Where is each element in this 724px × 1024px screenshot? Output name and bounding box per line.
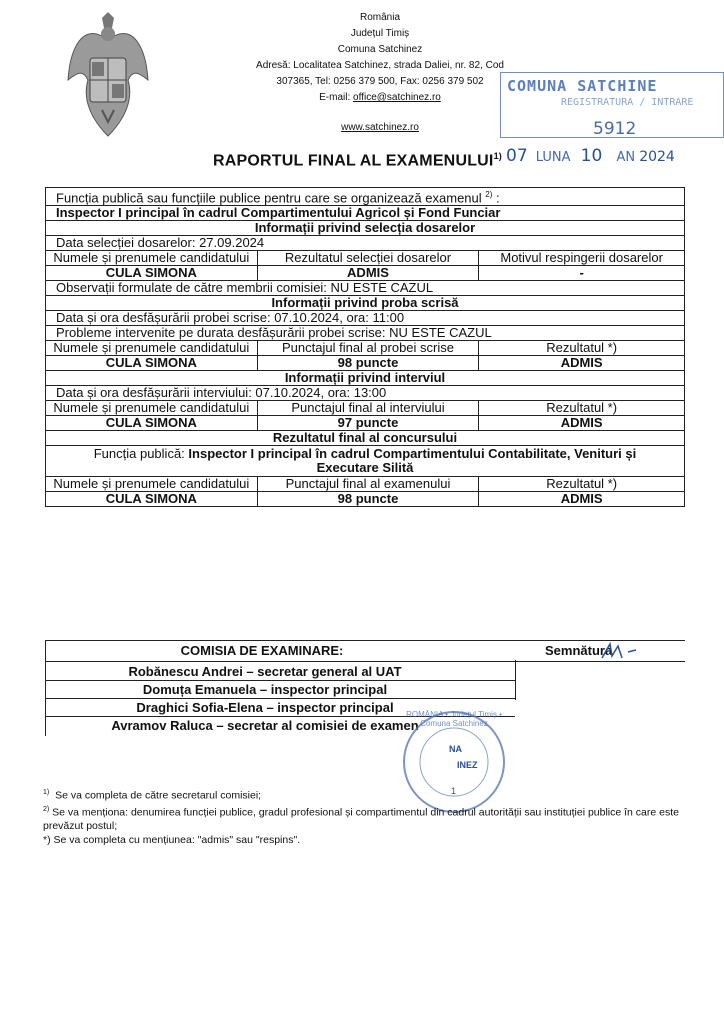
col-header-final-score: Punctajul final al examenului <box>257 477 479 492</box>
commission-member <box>45 662 515 681</box>
rejection-reason: - <box>479 266 685 281</box>
function-label-cell: Funcția publică sau funcțiile publice pentru care se organizează examenul $^{2)}$ : <box>46 188 685 206</box>
written-score: 98 puncte <box>257 356 479 371</box>
candidate-name: CULA SIMONA <box>46 416 258 431</box>
commission-member-name: Domuța Emanuela – inspector principal <box>142 682 388 697</box>
stamp-year: 2024 <box>639 149 675 165</box>
table-row <box>46 492 685 507</box>
col-header-candidate: Numele și prenumele candidatului <box>46 251 258 266</box>
table-row <box>46 266 685 281</box>
candidate-name: CULA SIMONA <box>46 356 258 371</box>
final-result-section-header: Rezultatul final al concursului <box>46 431 685 446</box>
seal-center-1: NA <box>449 744 462 754</box>
final-function-value: Inspector I principal în cadrul Compartimentului Contabilitate, Venituri și Executare Silită <box>188 446 637 476</box>
title-text: RAPORTUL FINAL AL EXAMENULUI <box>213 152 494 170</box>
header-contact: 307365, Tel: 0256 379 500, Fax: 0256 379 502 <box>276 76 484 87</box>
header-email-line <box>230 90 530 106</box>
commission-header-row <box>45 640 685 662</box>
function-value: Inspector I principal în cadrul Compartimentului Agricol și Fond Funciar <box>46 206 685 221</box>
final-function-cell <box>46 446 685 477</box>
commission-member-name: Draghici Sofia-Elena – inspector principal <box>136 700 394 715</box>
col-header-candidate: Numele și prenumele candidatului <box>46 477 258 492</box>
table-row <box>46 206 685 221</box>
col-header-interview-score: Punctajul final al interviului <box>257 401 479 416</box>
table-row <box>46 477 685 492</box>
col-header-written-score: Punctajul final al probei scrise <box>257 341 479 356</box>
table-row <box>46 386 685 401</box>
email-link[interactable]: office@satchinez.ro <box>353 92 441 103</box>
commission-header: COMISIA DE EXAMINARE: <box>180 643 344 658</box>
registry-stamp <box>500 72 724 138</box>
commission-member <box>45 680 515 699</box>
table-row <box>46 236 685 251</box>
stamp-month: 10 <box>580 146 603 166</box>
candidate-name: CULA SIMONA <box>46 266 258 281</box>
seal-center-2: INEZ <box>457 760 478 770</box>
table-row <box>46 401 685 416</box>
table-row <box>46 326 685 341</box>
interview-score: 97 puncte <box>257 416 479 431</box>
selection-section-header: Informații privind selecția dosarelor <box>46 221 685 236</box>
signature-column-header: Semnătura <box>545 643 613 658</box>
stamp-number: 5912 <box>593 119 637 139</box>
col-header-result: Rezultatul *) <box>479 341 685 356</box>
footnote-2-text: Se va menționa: denumirea funcției publice, gradul profesional și compartimentul din cadrul autorității sau instituției publice în care este prevăzut postul; <box>43 806 679 832</box>
stamp-an-label: AN <box>616 150 636 165</box>
header-commune: Comuna Satchinez <box>337 44 423 55</box>
header-county: Județul Timiș <box>350 28 410 39</box>
footnotes <box>43 786 683 847</box>
col-header-result: Rezultatul *) <box>479 401 685 416</box>
interview-result: ADMIS <box>479 416 685 431</box>
stamp-registry-label: REGISTRATURA / INTRARE <box>561 97 694 108</box>
col-header-selection-result: Rezultatul selecției dosarelor <box>257 251 479 266</box>
stamp-day: 07 <box>506 146 528 166</box>
table-row <box>46 341 685 356</box>
email-label: E-mail: <box>319 92 354 103</box>
page-title <box>213 151 502 170</box>
table-border-left <box>45 640 46 736</box>
footnote-3: *) Se va completa cu mențiunea: "admis" sau "respins". <box>43 834 301 846</box>
footnote-1 <box>43 786 683 803</box>
written-test-date: Data și ora desfășurării probei scrise: 07.10.2024, ora: 11:00 <box>46 311 685 326</box>
coat-of-arms-icon <box>62 10 154 140</box>
title-footnote-mark: 1) <box>493 151 502 161</box>
stamp-date-line <box>506 146 675 166</box>
table-row <box>46 188 685 206</box>
col-header-result: Rezultatul *) <box>479 477 685 492</box>
function-label: Funcția publică sau funcțiile publice pentru care se organizează examenul <box>56 190 482 206</box>
footnote-1-mark: 1) <box>43 789 50 796</box>
committee-observations: Observații formulate de către membrii comisiei: NU ESTE CAZUL <box>46 281 685 296</box>
table-row <box>46 356 685 371</box>
commission-member-name: Robănescu Andrei – secretar general al UAT <box>128 664 402 679</box>
table-row <box>46 311 685 326</box>
stamp-luna-label: LUNA <box>535 150 571 165</box>
exam-report-table <box>45 187 685 507</box>
interview-date: Data și ora desfășurării interviului: 07.10.2024, ora: 13:00 <box>46 386 685 401</box>
table-row <box>46 446 685 477</box>
table-border-inner <box>515 660 516 700</box>
written-result: ADMIS <box>479 356 685 371</box>
seal-ring-text: ROMÂNIA • Județul Timiș • Comuna Satchinez <box>406 710 502 728</box>
seal-center-3: 1 <box>451 786 457 796</box>
footnote-1-text: Se va completa de către secretarul comisiei; <box>55 789 262 802</box>
footnote-2-mark: 2) <box>43 805 50 813</box>
col-header-candidate: Numele și prenumele candidatului <box>46 401 258 416</box>
commission-member-name: Avramov Raluca – secretar al comisiei de examen <box>111 718 419 733</box>
signature-scribble <box>600 640 640 662</box>
stamp-commune: COMUNA SATCHINE <box>507 77 658 95</box>
final-score: 98 puncte <box>257 492 479 507</box>
header-country: România <box>359 12 401 23</box>
table-row <box>46 281 685 296</box>
table-row <box>46 431 685 446</box>
final-function-label: Funcția publică: <box>93 446 189 462</box>
written-test-section-header: Informații privind proba scrisă <box>46 296 685 311</box>
selection-result: ADMIS <box>257 266 479 281</box>
table-row <box>46 221 685 236</box>
written-test-issues: Probleme intervenite pe durata desfășurării probei scrise: NU ESTE CAZUL <box>46 326 685 341</box>
header-address: Adresă: Localitatea Satchinez, strada Daliei, nr. 82, Cod <box>256 60 504 71</box>
final-result: ADMIS <box>479 492 685 507</box>
table-row <box>46 416 685 431</box>
interview-section-header: Informații privind interviul <box>46 371 685 386</box>
table-row <box>46 371 685 386</box>
col-header-candidate: Numele și prenumele candidatului <box>46 341 258 356</box>
col-header-rejection-reason: Motivul respingerii dosarelor <box>479 251 685 266</box>
selection-date: Data selecției dosarelor: 27.09.2024 <box>46 236 685 251</box>
website-link[interactable]: www.satchinez.ro <box>341 122 419 133</box>
table-row <box>46 296 685 311</box>
function-footnote-mark: 2) <box>485 190 493 199</box>
table-row <box>46 251 685 266</box>
candidate-name: CULA SIMONA <box>46 492 258 507</box>
footnote-2 <box>43 803 683 834</box>
